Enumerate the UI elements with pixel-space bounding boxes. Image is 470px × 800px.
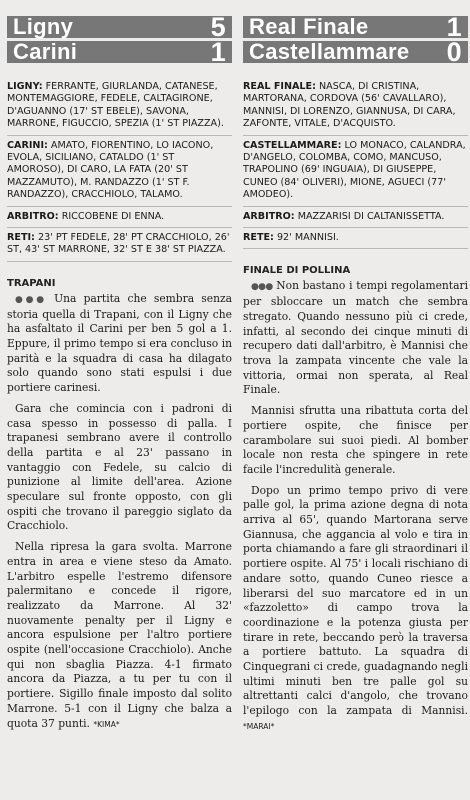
- goals-text: 23' PT FEDELE, 28' PT CRACCHIOLO, 26' ST, 43' ST MARRONE, 32' ST E 38' ST PIAZZA.: [7, 232, 230, 256]
- scoreboard-home-real-finale: [243, 11, 468, 42]
- bullet-icon: ●●●: [251, 282, 273, 293]
- match-article: [7, 292, 232, 732]
- match-article: [243, 279, 468, 734]
- lineup-text: AMATO, FIORENTINO, LO IACONO, EVOLA, SICILIANO, CATALDO (1' ST AMOROSO), DI CARO, LA FATA (20' ST MAZZAMUTO), M. RANDAZZO (1' ST F. RANDAZZO), CRACCHIOLO, TALAMO.: [7, 139, 214, 201]
- left-match-column: [7, 0, 232, 732]
- lineup-text: NASCA, DI CRISTINA, MARTORANA, CORDOVA (56' CAVALLARO), MANNISI, DI LORENZO, GIANNUSA, DI CARA, ZAFONTE, VITALE, D'ACQUISTO.: [243, 81, 456, 130]
- team-score: 1: [446, 11, 462, 42]
- goals-info: [7, 228, 232, 262]
- goals-info: [243, 228, 468, 249]
- lineup-tag: LIGNY:: [7, 81, 43, 92]
- lineup-tag: CARINI:: [7, 139, 48, 151]
- article-paragraph: ●●● Non bastano i tempi regolamentari per sbloccare un match che sembra stregato. Quando nessuno più ci crede, infatti, al secondo dei cinque minuti di recupero dati dall'arbitro, è Mannisi che trova la zampata vincente che vale la vittoria, ormai non sperata, al Real Finale.: [243, 279, 468, 397]
- article-paragraph: ●●● Una partita che sembra senza storia quella di Trapani, con il Ligny che ha asfaltato il Carini per ben 5 gol a 1. Eppure, il primo tempo si era concluso in parità e la squadra di casa ha dilagato solo quando sono stati espulsi i due portiere carinesi.: [7, 291, 232, 395]
- bullet-icon: ●●●: [15, 294, 47, 305]
- goals-text: 92' MANNISI.: [276, 232, 339, 244]
- lineup-text: FERRANTE, GIURLANDA, CATANESE, MONTEMAGGIORE, FEDELE, CALTAGIRONE, D'AGUANNO (17' ST EBELE), SAVONA, MARRONE, FIGUCCIO, SPEZIA (1' ST PIAZZA).: [7, 81, 224, 130]
- lineup-text: LO MONACO, CALANDRA, D'ANGELO, COLOMBA, COMO, MANCUSO, TRAPOLINO (69' INGUAIA), DI GIUSEPPE, CUNEO (84' OLIVERI), MIONE, AGUECI (77' AMODEO).: [243, 139, 466, 201]
- lineup-tag: CASTELLAMMARE:: [243, 139, 342, 151]
- team-score: 1: [210, 36, 226, 67]
- article-location-title: FINALE DI POLLINA: [243, 265, 351, 277]
- article-paragraph: Gara che comincia con i padroni di casa spesso in possesso di palla. I trapanesi sembrano avere il controllo della partita e al 23' passano in vantaggio con Fedele, su calcio di punizione al limite dell'area. Azione speculare sul fronte opposto, con gli ospiti che trovano il pareggio siglato da Cracchiolo.: [7, 401, 232, 533]
- lineup-real-finale: [243, 77, 468, 136]
- referee-text: MAZZARISI DI CALTANISSETTA.: [297, 210, 445, 222]
- scoreboard-away-carini: [7, 36, 232, 67]
- team-score: 0: [446, 36, 462, 67]
- referee-info: [243, 207, 468, 228]
- lineup-castellammare: [243, 136, 468, 207]
- referee-text: RICCOBENE DI ENNA.: [61, 210, 165, 222]
- scoreboard-home-ligny: [7, 11, 232, 42]
- referee-info: [7, 207, 232, 228]
- team-name: Real Finale: [249, 14, 369, 39]
- team-name: Carini: [13, 39, 78, 64]
- team-name: Ligny: [13, 14, 74, 39]
- article-paragraph: Nella ripresa la gara svolta. Marrone entra in area e viene steso da Amato. L'arbitro espelle l'estremo difensore palermitano e concede il rigore, realizzato da Marrone. Al 32' nuovamente penalty per il Ligny e ancora espulsione per l'altro portiere ospite (nell'occasione Cracchiolo). Anche qui non sbaglia Piazza. 4-1 firmato ancora da Piazza, a tu per tu con il portiere. Sigillo finale imposto dal solito Marrone. 5-1 con il Ligny che balza a quota 37 punti. *KIMA*: [7, 540, 232, 730]
- article-paragraph: Mannisi sfrutta una ribattuta corta del portiere ospite, che finisce per carambolare sui suoi piedi. Al bomber locale non resta che spingere in rete facile l'incredulità generale.: [243, 404, 468, 476]
- goals-tag: RETE:: [243, 232, 274, 244]
- team-name: Castellammare: [249, 39, 410, 64]
- article-location-title: TRAPANI: [7, 277, 56, 289]
- lineup-carini: [7, 136, 232, 207]
- right-match-column: [243, 0, 468, 735]
- author-signature: *MARAI*: [243, 721, 275, 731]
- referee-tag: ARBITRO:: [7, 210, 59, 222]
- lineup-tag: REAL FINALE:: [243, 81, 316, 92]
- referee-tag: ARBITRO:: [243, 210, 295, 222]
- goals-tag: RETI:: [7, 232, 35, 244]
- article-paragraph: Dopo un primo tempo privo di vere palle gol, la prima azione degna di nota arriva al 65', quando Martorana serve Giannusa, che aggancia al volo e tira in porta chiamando a fare gli straordinari il portiere ospite. Al 75' i locali rischiano di andare sotto, quando Cuneo riesce a liberarsi del suo marcatore ed in un «fazzoletto» di campo trova la coordinazione e la potenza giusta per tirare in rete, beccando però la traversa a portiere battuto. La squadra di Cinquegrani ci crede, guadagnando negli ultimi minuti ben tre palle gol su altrettanti calci d'angolo, che trovano l'epilogo con la zampata di Mannisi. *MARAI*: [243, 483, 468, 731]
- scoreboard-away-castellammare: [243, 36, 468, 67]
- author-signature: *KIMA*: [93, 719, 120, 729]
- lineup-ligny: [7, 77, 232, 136]
- team-score: 5: [210, 11, 226, 42]
